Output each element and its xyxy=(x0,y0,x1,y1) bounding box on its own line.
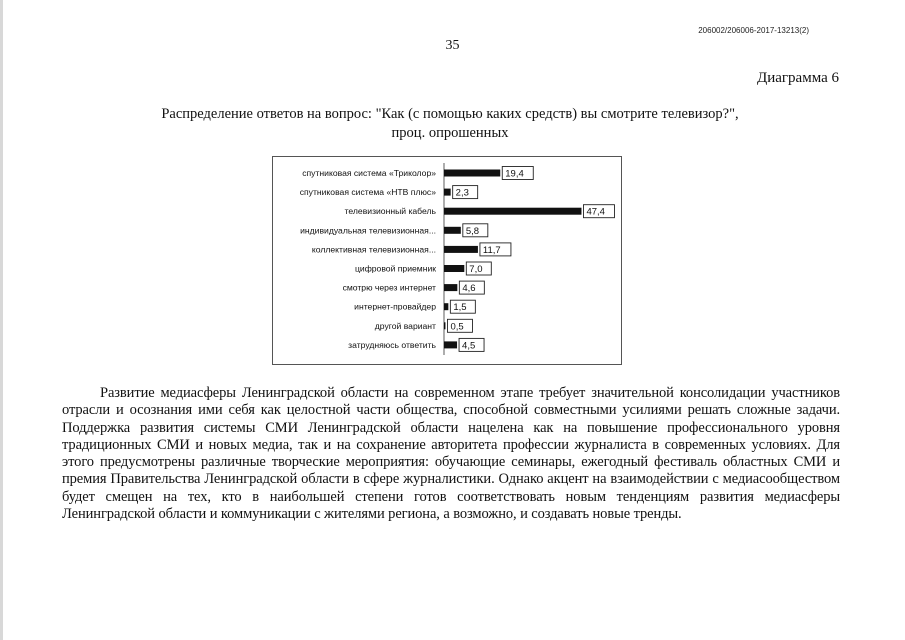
diagram-label: Диаграмма 6 xyxy=(756,70,839,86)
data-label: 1,5 xyxy=(453,302,467,314)
category-label: спутниковая система «НТВ плюс» xyxy=(299,187,436,198)
chart-title-line-1: Распределение ответов на вопрос: "Как (с помощью каких средств) вы смотрите телевизор?", xyxy=(161,106,739,122)
bar xyxy=(444,341,457,348)
data-label: 47,4 xyxy=(586,206,605,218)
bar xyxy=(444,303,448,310)
chart-title-line-2: проц. опрошенных xyxy=(391,125,509,141)
chart-frame xyxy=(272,156,622,365)
document-id: 206002/206006-2017-13213(2) xyxy=(698,26,809,35)
page-number: 35 xyxy=(445,38,460,53)
bar-chart xyxy=(273,157,621,364)
data-label: 0,5 xyxy=(450,321,464,333)
data-label: 11,7 xyxy=(482,244,501,256)
data-label: 4,5 xyxy=(462,340,476,352)
bar xyxy=(444,208,581,215)
category-label: затрудняюсь ответить xyxy=(348,339,436,350)
category-label: индивидуальная телевизионная... xyxy=(300,225,436,236)
category-label: смотрю через интернет xyxy=(342,282,436,293)
data-label: 7,0 xyxy=(469,264,483,275)
bar xyxy=(444,227,461,234)
scan-edge-shadow xyxy=(0,0,3,640)
category-label: спутниковая система «Триколор» xyxy=(302,168,436,178)
category-label: телевизионный кабель xyxy=(344,206,436,217)
bar xyxy=(444,189,451,196)
bar xyxy=(444,322,445,329)
data-label: 5,8 xyxy=(465,225,480,237)
category-label: коллективная телевизионная... xyxy=(311,244,436,255)
category-label: цифровой приемник xyxy=(354,263,436,274)
bar xyxy=(444,284,457,291)
data-label: 19,4 xyxy=(505,168,524,180)
bar xyxy=(444,170,500,177)
data-label: 4,6 xyxy=(462,283,476,295)
bar xyxy=(444,246,478,253)
data-label: 2,3 xyxy=(455,187,469,199)
chart-title xyxy=(90,105,810,143)
category-label: интернет-провайдер xyxy=(354,301,436,312)
category-label: другой вариант xyxy=(374,320,436,331)
bar xyxy=(444,265,464,272)
body-paragraph: Развитие медиасферы Ленинградской области на современном этапе требует значительной консолидации участников отрасли и осознания ими себя как целостной части общества, способной совместными усилиями решать сложные задачи. Поддержка развития системы СМИ Ленинградской области нацелена как на повышение профессионального уровня традиционных СМИ и новых медиа, так и на сохранение авторитета профессии журналиста в современных условиях. Для этого предусмотрены различные творческие мероприятия: обучающие семинары, ежегодный фестиваль областных СМИ и премия Правительства Ленинградской области в сфере журналистики. Однако акцент на взаимодействии с медиасообществом будет смещен на тех, кто в наибольшей степени готов соответствовать новым тенденциям развития медиасферы Ленинградской области и коммуникации с жителями региона, а возможно, и создавать новые тренды. xyxy=(62,385,840,523)
